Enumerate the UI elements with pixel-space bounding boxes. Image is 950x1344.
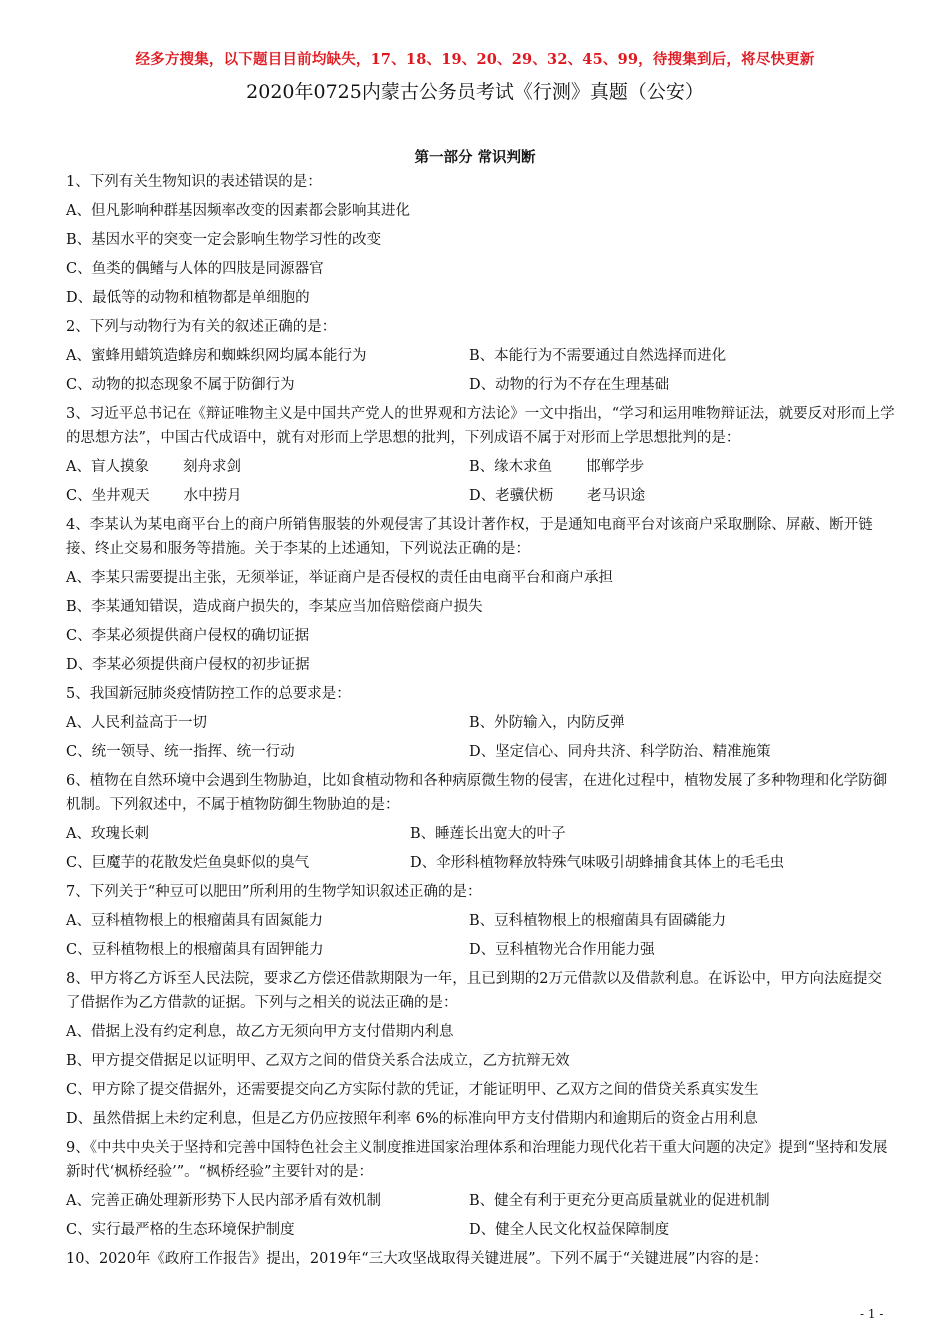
question-4-option-c: C、李某必须提供商户侵权的确切证据 <box>66 628 310 644</box>
question-3-stem: 3、习近平总书记在《辩证唯物主义是中国共产党人的世界观和方法论》一文中指出，“学习和运用唯物辩证法，就要反对形而上学的思想方法”，中国古代成语中，就有对形而上学思想的批判，下列成语不属于对形而上学思想批判的是： <box>66 406 895 446</box>
question-5-options-row-1 <box>66 711 896 735</box>
question-2-options-row-1 <box>66 344 896 368</box>
question-3-option-b <box>469 455 896 479</box>
question-4-option-d: D、李某必须提供商户侵权的初步证据 <box>66 657 310 673</box>
question-1-option-c: C、鱼类的偶鳍与人体的四肢是同源器官 <box>66 261 324 277</box>
question-2-option-b: B、本能行为不需要通过自然选择而进化 <box>469 348 727 364</box>
question-4-option-a: A、李某只需要提出主张，无须举证，举证商户是否侵权的责任由电商平台和商户承担 <box>66 570 613 586</box>
question-7-option-c: C、豆科植物根上的根瘤菌具有固钾能力 <box>66 942 324 958</box>
question-6-options-row-1 <box>66 822 896 846</box>
question-3-options-row-1 <box>66 455 896 479</box>
question-6-stem: 6、植物在自然环境中会遇到生物胁迫，比如食植动物和各种病原微生物的侵害，在进化过程中，植物发展了多种物理和化学防御机制。下列叙述中，不属于植物防御生物胁迫的是： <box>66 773 888 813</box>
question-3-option-c-idiom-2: 水中捞月 <box>183 488 242 504</box>
question-4-option-b: B、李某通知错误，造成商户损失的，李某应当加倍赔偿商户损失 <box>66 599 483 615</box>
question-5-option-a: A、人民利益高于一切 <box>66 715 207 731</box>
question-5-option-b: B、外防输入，内防反弹 <box>469 715 625 731</box>
page-number: - 1 - <box>860 1307 884 1321</box>
question-5-option-d: D、坚定信心、同舟共济、科学防治、精准施策 <box>469 744 771 760</box>
question-1-option-d: D、最低等的动物和植物都是单细胞的 <box>66 290 310 306</box>
document-title: 2020年0725内蒙古公务员考试《行测》真题（公安） <box>246 81 704 103</box>
question-7-options-row-1 <box>66 909 896 933</box>
question-1-stem: 1、下列有关生物知识的表述错误的是： <box>66 174 322 190</box>
question-9-options-row-1 <box>66 1189 896 1213</box>
question-2-stem: 2、下列与动物行为有关的叙述正确的是： <box>66 319 337 335</box>
question-7-option-a: A、豆科植物根上的根瘤菌具有固氮能力 <box>66 913 323 929</box>
question-3-option-a <box>66 455 469 479</box>
question-2-option-d: D、动物的行为不存在生理基础 <box>469 377 670 393</box>
question-2-option-a: A、蜜蜂用蜡筑造蜂房和蜘蛛织网均属本能行为 <box>66 348 367 364</box>
question-3-option-d-idiom-1: D、老骥伏枥 <box>469 488 554 504</box>
question-3-option-a-idiom-2: 刻舟求剑 <box>182 459 241 475</box>
question-5-option-c: C、统一领导、统一指挥、统一行动 <box>66 744 295 760</box>
question-7-option-d: D、豆科植物光合作用能力强 <box>469 942 655 958</box>
question-7-option-b: B、豆科植物根上的根瘤菌具有固磷能力 <box>469 913 727 929</box>
question-3-option-b-idiom-1: B、缘木求鱼 <box>469 459 553 475</box>
question-6-options-row-2 <box>66 851 896 875</box>
question-9-option-b: B、健全有利于更充分更高质量就业的促进机制 <box>469 1193 770 1209</box>
question-2-options-row-2 <box>66 373 896 397</box>
question-3-option-d <box>469 484 896 508</box>
question-7-options-row-2 <box>66 938 896 962</box>
question-1-option-a: A、但凡影响种群基因频率改变的因素都会影响其进化 <box>66 203 410 219</box>
question-6-option-a: A、玫瑰长刺 <box>66 826 149 842</box>
question-8-option-a: A、借据上没有约定利息，故乙方无须向甲方支付借期内利息 <box>66 1024 454 1040</box>
question-3-option-c <box>66 484 469 508</box>
question-6-option-c: C、巨魔芋的花散发烂鱼臭虾似的臭气 <box>66 855 310 871</box>
missing-questions-notice: 经多方搜集，以下题目目前均缺失，17、18、19、20、29、32、45、99，待搜集到后，将尽快更新 <box>135 51 815 68</box>
question-9-options-row-2 <box>66 1218 896 1242</box>
question-8-option-b: B、甲方提交借据足以证明甲、乙双方之间的借贷关系合法成立，乙方抗辩无效 <box>66 1053 570 1069</box>
question-2-option-c: C、动物的拟态现象不属于防御行为 <box>66 377 295 393</box>
question-3-option-a-idiom-1: A、盲人摸象 <box>66 459 149 475</box>
question-9-stem: 9、《中共中央关于坚持和完善中国特色社会主义制度推进国家治理体系和治理能力现代化若干重大问题的决定》提到“坚持和发展新时代‘枫桥经验’”。“枫桥经验”主要针对的是： <box>66 1140 888 1180</box>
question-8-stem: 8、甲方将乙方诉至人民法院，要求乙方偿还借款期限为一年，且已到期的2万元借款以及借款利息。在诉讼中，甲方向法庭提交了借据作为乙方借款的证据。下列与之相关的说法正确的是： <box>66 971 882 1011</box>
question-5-stem: 5、我国新冠肺炎疫情防控工作的总要求是： <box>66 686 351 702</box>
section-title: 第一部分 常识判断 <box>414 149 536 166</box>
question-7-stem: 7、下列关于“种豆可以肥田”所利用的生物学知识叙述正确的是： <box>66 884 482 900</box>
question-9-option-d: D、健全人民文化权益保障制度 <box>469 1222 670 1238</box>
question-3-options-row-2 <box>66 484 896 508</box>
question-5-options-row-2 <box>66 740 896 764</box>
question-8-option-d: D、虽然借据上未约定利息，但是乙方仍应按照年利率 6%的标准向甲方支付借期内和逾期后的资金占用利息 <box>66 1111 758 1127</box>
question-3-option-c-idiom-1: C、坐井观天 <box>66 488 150 504</box>
question-4-stem: 4、李某认为某电商平台上的商户所销售服装的外观侵害了其设计著作权，于是通知电商平台对该商户采取删除、屏蔽、断开链接、终止交易和服务等措施。关于李某的上述通知，下列说法正确的是： <box>66 517 873 557</box>
question-6-option-b: B、睡莲长出宽大的叶子 <box>410 826 566 842</box>
question-1-option-b: B、基因水平的突变一定会影响生物学习性的改变 <box>66 232 382 248</box>
question-8-option-c: C、甲方除了提交借据外，还需要提交向乙方实际付款的凭证，才能证明甲、乙双方之间的借贷关系真实发生 <box>66 1082 759 1098</box>
question-3-option-b-idiom-2: 邯郸学步 <box>586 459 645 475</box>
question-9-option-c: C、实行最严格的生态环境保护制度 <box>66 1222 295 1238</box>
question-9-option-a: A、完善正确处理新形势下人民内部矛盾有效机制 <box>66 1193 381 1209</box>
question-6-option-d: D、伞形科植物释放特殊气味吸引胡蜂捕食其体上的毛毛虫 <box>410 855 785 871</box>
question-list <box>66 170 896 1276</box>
question-10-stem: 10、2020年《政府工作报告》提出，2019年“三大攻坚战取得关键进展”。下列不属于“关键进展”内容的是： <box>66 1251 768 1267</box>
question-3-option-d-idiom-2: 老马识途 <box>587 488 646 504</box>
